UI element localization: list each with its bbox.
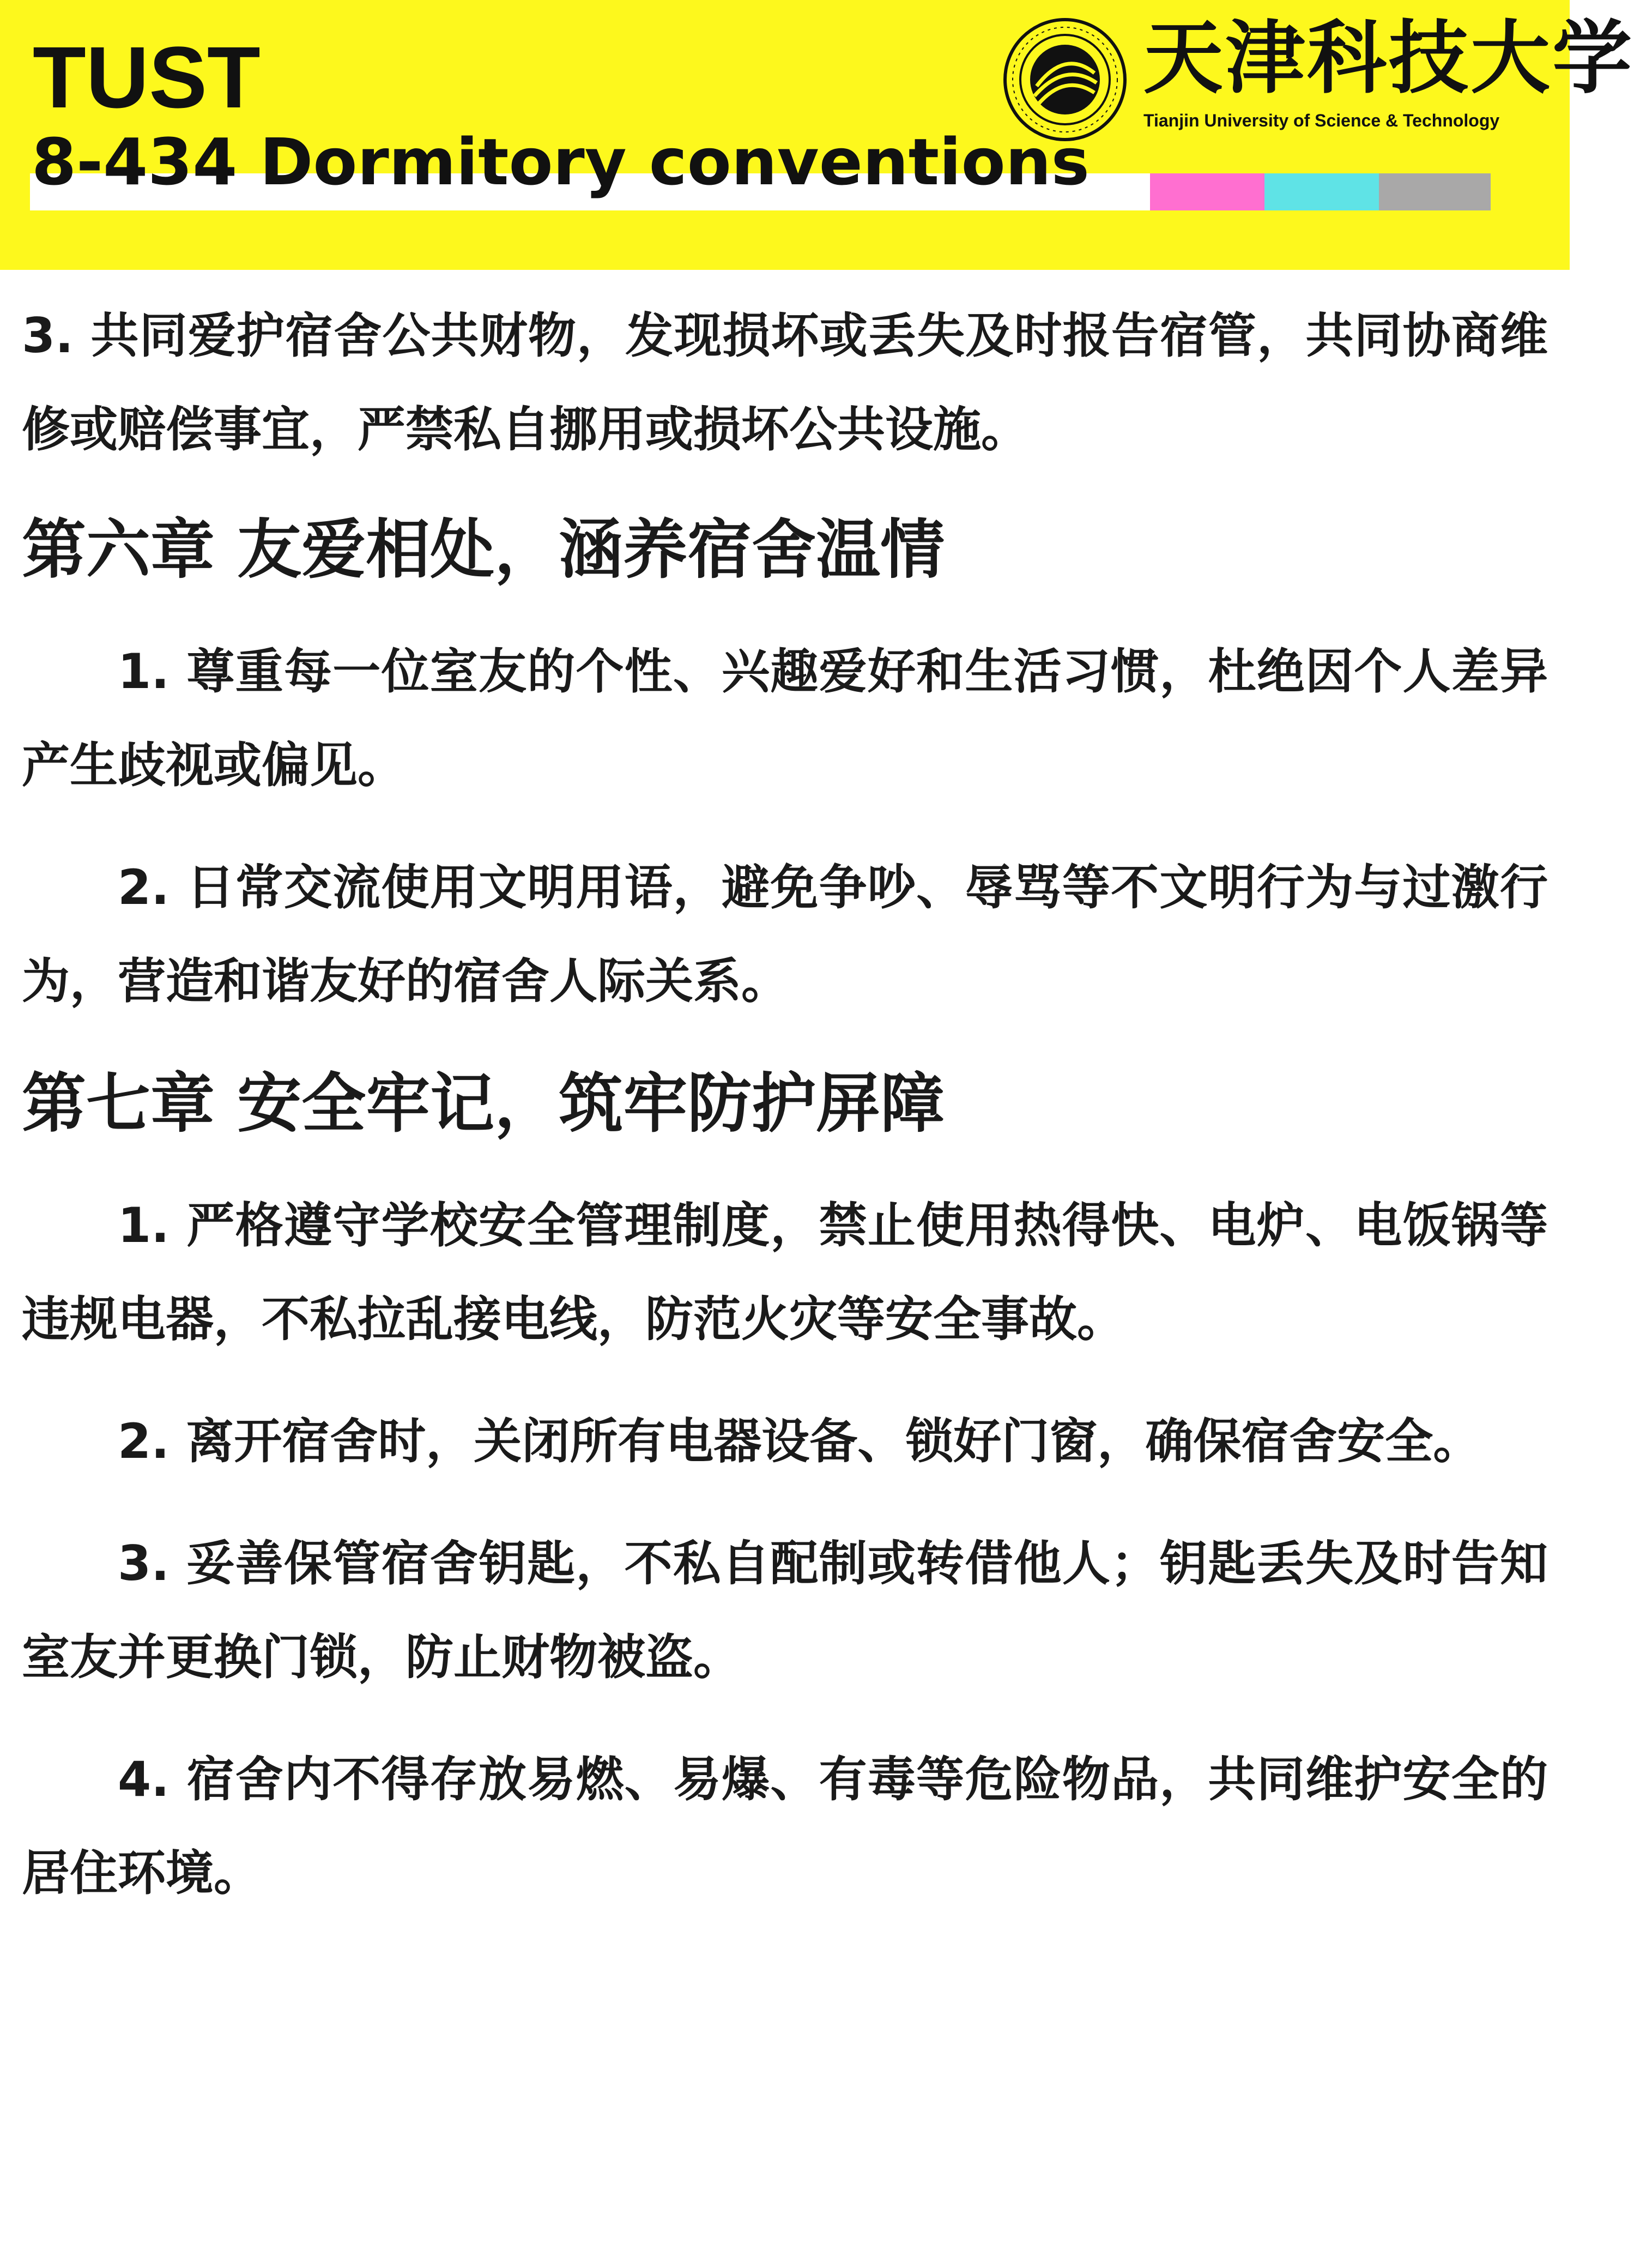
university-name-english: Tianjin University of Science & Technology [1143,111,1500,130]
chapter-7-item-2: 2. 离开宿舍时，关闭所有电器设备、锁好门窗，确保宿舍安全。 [118,1413,1481,1469]
page-title: TUST [33,28,261,126]
chapter-7-item-4: 4. 宿舍内不得存放易燃、易爆、有毒等危险物品，共同维护安全的居住环境。 [22,1751,1548,1901]
chapter-6-item-1: 1. 尊重每一位室友的个性、兴趣爱好和生活习惯，杜绝因个人差异产生歧视或偏见。 [22,643,1548,793]
accent-cyan-block [1264,173,1379,210]
university-name-chinese: 天津科技大学 [1143,11,1634,105]
document-body [22,289,1548,1949]
chapter-7-heading: 第七章 安全牢记，筑牢防护屏障 [22,1066,945,1141]
accent-pink-block [1150,173,1264,210]
chapter-6-item-2: 2. 日常交流使用文明用语，避免争吵、辱骂等不文明行为与过激行为，营造和谐友好的宿舍人际关系。 [22,859,1548,1009]
chapter-7-item-1: 1. 严格遵守学校安全管理制度，禁止使用热得快、电炉、电饭锅等违规电器，不私拉乱接电线，防范火灾等安全事故。 [22,1197,1548,1347]
university-seal-icon [1002,16,1128,143]
intro-paragraph: 3. 共同爱护宿舍公共财物，发现损坏或丢失及时报告宿管，共同协商维修或赔偿事宜，严禁私自挪用或损坏公共设施。 [22,307,1548,457]
accent-gray-block [1379,173,1491,210]
chapter-7-item-3: 3. 妥善保管宿舍钥匙，不私自配制或转借他人；钥匙丢失及时告知室友并更换门锁，防止财物被盗。 [22,1535,1548,1685]
page-subtitle: 8-434 Dormitory conventions [32,124,1090,200]
chapter-6-heading: 第六章 友爱相处，涵养宿舍温情 [22,512,945,587]
